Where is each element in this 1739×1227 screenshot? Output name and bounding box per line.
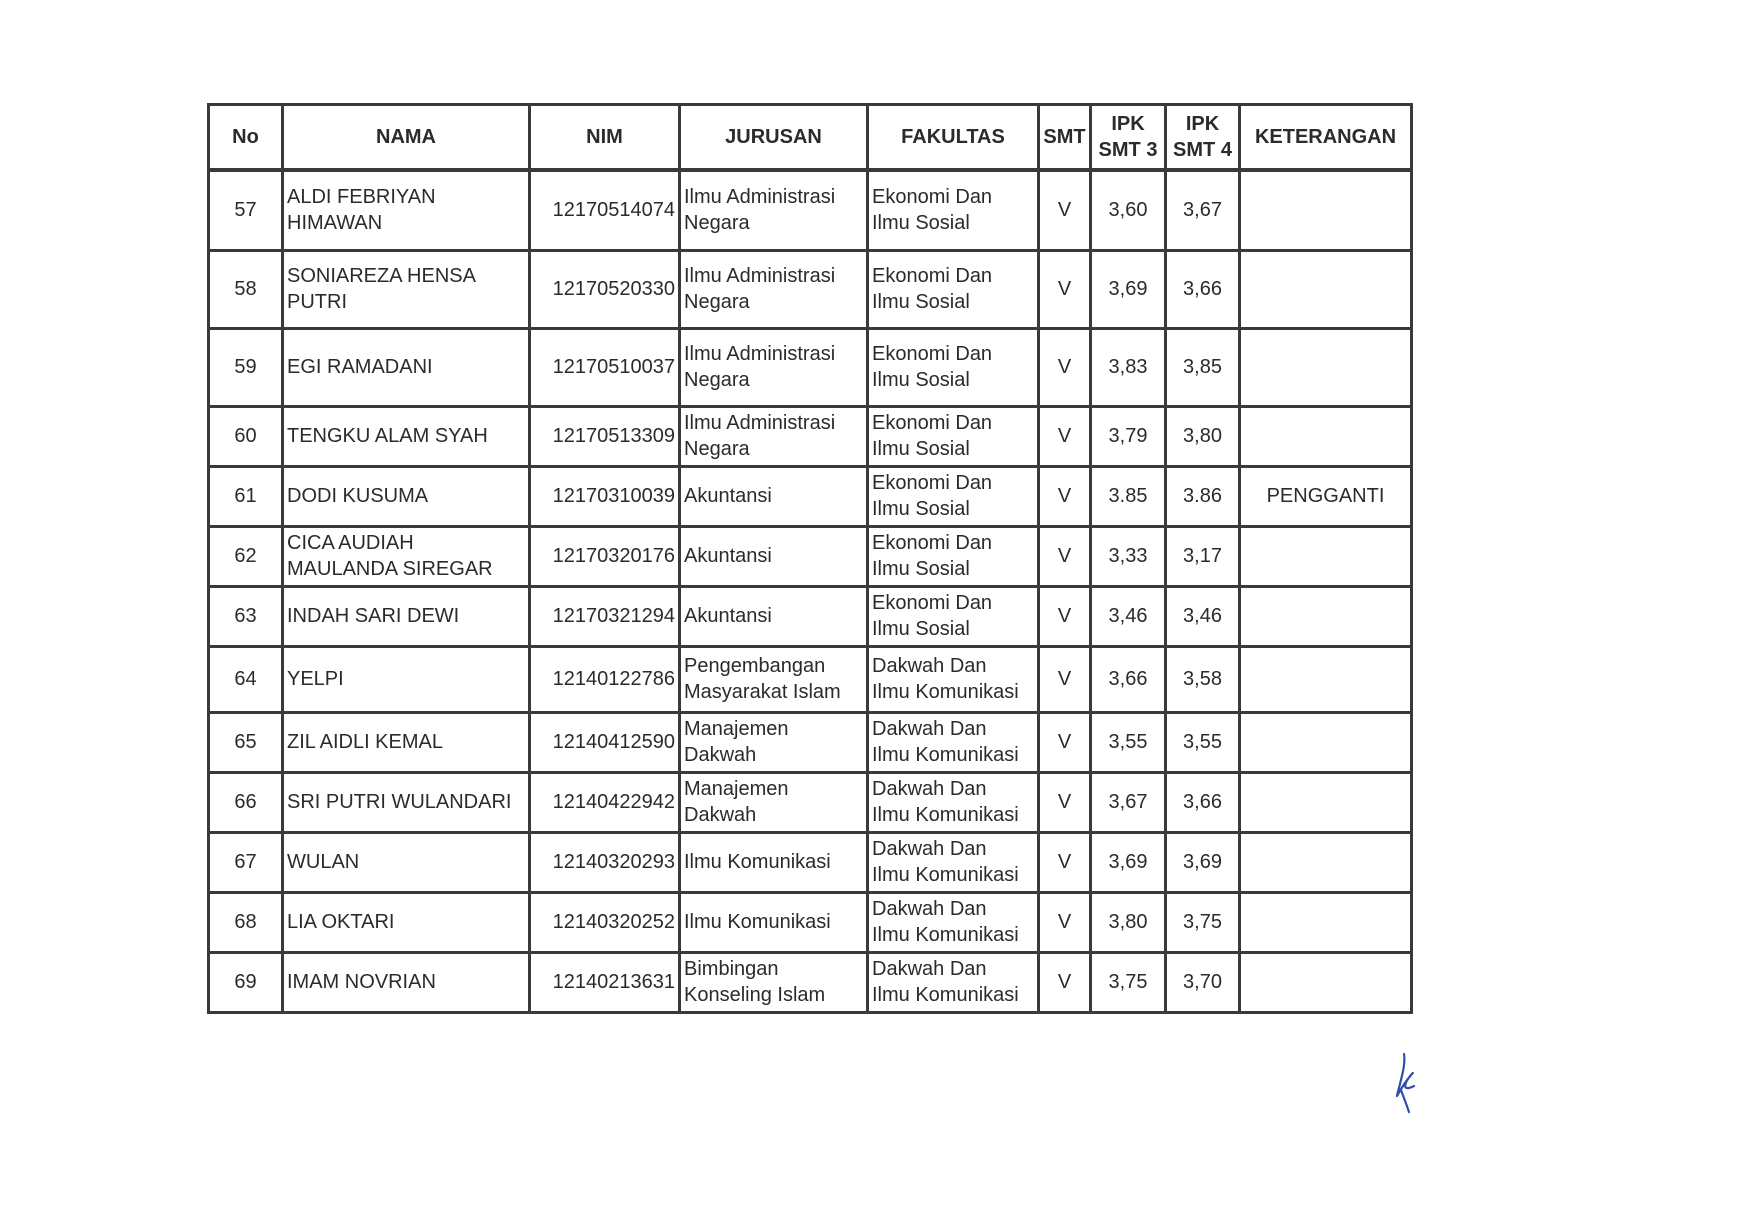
cell-fakultas-line: Ilmu Sosial bbox=[872, 369, 970, 391]
cell-nama bbox=[283, 406, 530, 466]
cell-fakultas bbox=[868, 586, 1039, 646]
cell-nama bbox=[283, 772, 530, 832]
cell-jurusan-line: Dakwah bbox=[684, 744, 757, 766]
cell-ipk-smt3: 3,69 bbox=[1091, 832, 1166, 892]
cell-jurusan-line: Akuntansi bbox=[684, 605, 772, 627]
cell-ipk-smt3: 3,67 bbox=[1091, 772, 1166, 832]
cell-ipk-smt3: 3,75 bbox=[1091, 952, 1166, 1012]
cell-jurusan bbox=[680, 646, 868, 712]
cell-smt: V bbox=[1039, 712, 1091, 772]
header-ipk-smt4 bbox=[1166, 105, 1240, 171]
cell-jurusan bbox=[680, 832, 868, 892]
cell-nama-line: DODI KUSUMA bbox=[287, 485, 429, 507]
cell-nama bbox=[283, 526, 530, 586]
table-row bbox=[209, 712, 1412, 772]
cell-nim: 12170513309 bbox=[530, 406, 680, 466]
cell-ipk-smt4: 3,70 bbox=[1166, 952, 1240, 1012]
cell-no: 57 bbox=[209, 170, 283, 250]
cell-nama-line: CICA AUDIAH bbox=[287, 532, 414, 554]
cell-nama bbox=[283, 586, 530, 646]
cell-ipk-smt3: 3,83 bbox=[1091, 328, 1166, 406]
cell-jurusan-line: Ilmu Administrasi bbox=[684, 186, 836, 209]
cell-jurusan-line: Manajemen bbox=[684, 778, 789, 800]
document-page bbox=[207, 103, 1413, 1014]
cell-fakultas-line: Ekonomi Dan bbox=[872, 532, 993, 554]
cell-fakultas bbox=[868, 328, 1039, 406]
cell-nama bbox=[283, 466, 530, 526]
cell-no: 58 bbox=[209, 250, 283, 328]
cell-fakultas-line: Ilmu Sosial bbox=[872, 558, 970, 580]
cell-ipk-smt4: 3,75 bbox=[1166, 892, 1240, 952]
cell-smt: V bbox=[1039, 170, 1091, 250]
cell-keterangan bbox=[1240, 832, 1412, 892]
cell-no: 63 bbox=[209, 586, 283, 646]
cell-smt: V bbox=[1039, 952, 1091, 1012]
cell-fakultas bbox=[868, 892, 1039, 952]
cell-nama-line: MAULANDA SIREGAR bbox=[287, 558, 493, 580]
cell-keterangan bbox=[1240, 406, 1412, 466]
cell-nama bbox=[283, 892, 530, 952]
header-smt: SMT bbox=[1039, 105, 1091, 171]
header-ipk-smt4-line2: SMT 4 bbox=[1173, 139, 1232, 161]
cell-no: 62 bbox=[209, 526, 283, 586]
cell-fakultas-line: Ilmu Komunikasi bbox=[872, 864, 1019, 886]
cell-smt: V bbox=[1039, 586, 1091, 646]
cell-keterangan bbox=[1240, 586, 1412, 646]
cell-ipk-smt4: 3,67 bbox=[1166, 170, 1240, 250]
cell-jurusan-line: Akuntansi bbox=[684, 545, 772, 567]
cell-keterangan bbox=[1240, 328, 1412, 406]
cell-nama bbox=[283, 250, 530, 328]
cell-fakultas-line: Ekonomi Dan bbox=[872, 472, 993, 494]
cell-nama-line: EGI RAMADANI bbox=[287, 356, 433, 378]
cell-ipk-smt3: 3,66 bbox=[1091, 646, 1166, 712]
cell-ipk-smt4: 3,80 bbox=[1166, 406, 1240, 466]
table-row bbox=[209, 832, 1412, 892]
cell-no: 64 bbox=[209, 646, 283, 712]
cell-jurusan-line: Ilmu Administrasi bbox=[684, 265, 836, 287]
cell-nim: 12140422942 bbox=[530, 772, 680, 832]
cell-no: 69 bbox=[209, 952, 283, 1012]
cell-fakultas-line: Ilmu Sosial bbox=[872, 212, 970, 235]
cell-keterangan bbox=[1240, 772, 1412, 832]
cell-fakultas-line: Dakwah Dan bbox=[872, 655, 987, 677]
cell-fakultas-line: Ilmu Sosial bbox=[872, 291, 970, 313]
cell-no: 65 bbox=[209, 712, 283, 772]
cell-nama bbox=[283, 832, 530, 892]
header-nim: NIM bbox=[530, 105, 680, 171]
cell-nama-line: YELPI bbox=[287, 668, 344, 690]
cell-jurusan-line: Negara bbox=[684, 438, 750, 460]
cell-fakultas-line: Ekonomi Dan bbox=[872, 343, 993, 365]
cell-fakultas-line: Dakwah Dan bbox=[872, 838, 987, 860]
cell-keterangan bbox=[1240, 250, 1412, 328]
cell-fakultas bbox=[868, 406, 1039, 466]
cell-jurusan bbox=[680, 712, 868, 772]
cell-fakultas bbox=[868, 526, 1039, 586]
cell-ipk-smt3: 3,46 bbox=[1091, 586, 1166, 646]
header-row bbox=[209, 105, 1412, 171]
table-header bbox=[209, 105, 1412, 171]
cell-fakultas-line: Dakwah Dan bbox=[872, 718, 987, 740]
cell-jurusan-line: Konseling Islam bbox=[684, 984, 826, 1006]
cell-fakultas-line: Ilmu Komunikasi bbox=[872, 804, 1019, 826]
student-table bbox=[207, 103, 1413, 1014]
cell-jurusan-line: Negara bbox=[684, 369, 750, 391]
cell-fakultas-line: Ilmu Sosial bbox=[872, 498, 970, 520]
cell-nim: 12140412590 bbox=[530, 712, 680, 772]
cell-ipk-smt4: 3,46 bbox=[1166, 586, 1240, 646]
cell-nama-line: PUTRI bbox=[287, 291, 347, 313]
table-row bbox=[209, 250, 1412, 328]
table-row bbox=[209, 170, 1412, 250]
cell-fakultas-line: Dakwah Dan bbox=[872, 958, 987, 980]
header-ipk-smt3-line1: IPK bbox=[1111, 113, 1145, 135]
cell-jurusan-line: Ilmu Administrasi bbox=[684, 412, 836, 434]
cell-nim: 12170520330 bbox=[530, 250, 680, 328]
cell-fakultas bbox=[868, 250, 1039, 328]
cell-nim: 12170310039 bbox=[530, 466, 680, 526]
cell-nama-line: LIA OKTARI bbox=[287, 911, 395, 933]
cell-nim: 12170510037 bbox=[530, 328, 680, 406]
cell-jurusan-line: Manajemen bbox=[684, 718, 789, 740]
cell-jurusan bbox=[680, 406, 868, 466]
cell-no: 66 bbox=[209, 772, 283, 832]
header-jurusan: JURUSAN bbox=[680, 105, 868, 171]
header-ipk-smt3-line2: SMT 3 bbox=[1098, 139, 1158, 161]
cell-no: 59 bbox=[209, 328, 283, 406]
cell-no: 68 bbox=[209, 892, 283, 952]
cell-jurusan-line: Masyarakat Islam bbox=[684, 681, 841, 703]
cell-ipk-smt3: 3,79 bbox=[1091, 406, 1166, 466]
cell-jurusan bbox=[680, 526, 868, 586]
table-row bbox=[209, 406, 1412, 466]
header-nama: NAMA bbox=[283, 105, 530, 171]
cell-fakultas-line: Dakwah Dan bbox=[872, 898, 987, 920]
cell-jurusan bbox=[680, 250, 868, 328]
cell-fakultas-line: Ilmu Komunikasi bbox=[872, 681, 1019, 703]
cell-jurusan bbox=[680, 170, 868, 250]
cell-ipk-smt3: 3,33 bbox=[1091, 526, 1166, 586]
table-row bbox=[209, 526, 1412, 586]
cell-nama-line: HIMAWAN bbox=[287, 212, 383, 235]
cell-ipk-smt4: 3,85 bbox=[1166, 328, 1240, 406]
cell-nama-line: WULAN bbox=[287, 851, 360, 873]
cell-jurusan bbox=[680, 586, 868, 646]
cell-jurusan bbox=[680, 772, 868, 832]
cell-fakultas bbox=[868, 712, 1039, 772]
cell-nim: 12170321294 bbox=[530, 586, 680, 646]
cell-nim: 12140320293 bbox=[530, 832, 680, 892]
cell-smt: V bbox=[1039, 328, 1091, 406]
cell-jurusan-line: Ilmu Administrasi bbox=[684, 343, 836, 365]
cell-nama-line: IMAM NOVRIAN bbox=[287, 971, 436, 993]
cell-nama-line: SRI PUTRI WULANDARI bbox=[287, 791, 512, 813]
cell-keterangan bbox=[1240, 952, 1412, 1012]
cell-nama-line: TENGKU ALAM SYAH bbox=[287, 425, 488, 447]
cell-keterangan bbox=[1240, 892, 1412, 952]
cell-nama-line: SONIAREZA HENSA bbox=[287, 265, 476, 287]
cell-fakultas bbox=[868, 646, 1039, 712]
cell-ipk-smt3: 3,55 bbox=[1091, 712, 1166, 772]
cell-smt: V bbox=[1039, 406, 1091, 466]
cell-jurusan-line: Negara bbox=[684, 212, 750, 235]
cell-jurusan-line: Ilmu Komunikasi bbox=[684, 911, 831, 933]
cell-jurusan-line: Negara bbox=[684, 291, 750, 313]
cell-ipk-smt3: 3,80 bbox=[1091, 892, 1166, 952]
cell-fakultas-line: Ilmu Komunikasi bbox=[872, 924, 1019, 946]
cell-no: 61 bbox=[209, 466, 283, 526]
cell-nim: 12140320252 bbox=[530, 892, 680, 952]
cell-nama bbox=[283, 646, 530, 712]
table-body bbox=[209, 170, 1412, 1012]
cell-fakultas-line: Ekonomi Dan bbox=[872, 265, 993, 287]
cell-ipk-smt4: 3,66 bbox=[1166, 250, 1240, 328]
cell-ipk-smt4: 3.86 bbox=[1166, 466, 1240, 526]
cell-jurusan bbox=[680, 952, 868, 1012]
cell-nama bbox=[283, 712, 530, 772]
cell-nama bbox=[283, 328, 530, 406]
cell-fakultas-line: Ilmu Sosial bbox=[872, 438, 970, 460]
signature-initial bbox=[1388, 1052, 1428, 1114]
cell-ipk-smt4: 3,66 bbox=[1166, 772, 1240, 832]
cell-jurusan bbox=[680, 466, 868, 526]
cell-nama bbox=[283, 170, 530, 250]
cell-keterangan bbox=[1240, 526, 1412, 586]
header-no: No bbox=[209, 105, 283, 171]
cell-keterangan: PENGGANTI bbox=[1240, 466, 1412, 526]
cell-nim: 12170320176 bbox=[530, 526, 680, 586]
cell-fakultas-line: Ekonomi Dan bbox=[872, 412, 993, 434]
cell-ipk-smt4: 3,69 bbox=[1166, 832, 1240, 892]
cell-no: 67 bbox=[209, 832, 283, 892]
cell-jurusan-line: Pengembangan bbox=[684, 655, 826, 677]
cell-fakultas-line: Dakwah Dan bbox=[872, 778, 987, 800]
cell-ipk-smt3: 3,69 bbox=[1091, 250, 1166, 328]
cell-fakultas bbox=[868, 170, 1039, 250]
cell-ipk-smt4: 3,17 bbox=[1166, 526, 1240, 586]
cell-keterangan bbox=[1240, 170, 1412, 250]
cell-fakultas-line: Ekonomi Dan bbox=[872, 186, 993, 209]
cell-fakultas-line: Ekonomi Dan bbox=[872, 592, 993, 614]
cell-smt: V bbox=[1039, 250, 1091, 328]
cell-no: 60 bbox=[209, 406, 283, 466]
cell-jurusan bbox=[680, 892, 868, 952]
cell-fakultas bbox=[868, 466, 1039, 526]
cell-fakultas bbox=[868, 952, 1039, 1012]
cell-fakultas-line: Ilmu Komunikasi bbox=[872, 744, 1019, 766]
cell-smt: V bbox=[1039, 892, 1091, 952]
cell-smt: V bbox=[1039, 832, 1091, 892]
cell-jurusan bbox=[680, 328, 868, 406]
cell-keterangan bbox=[1240, 712, 1412, 772]
cell-fakultas-line: Ilmu Komunikasi bbox=[872, 984, 1019, 1006]
cell-keterangan bbox=[1240, 646, 1412, 712]
header-fakultas: FAKULTAS bbox=[868, 105, 1039, 171]
cell-smt: V bbox=[1039, 466, 1091, 526]
table-row bbox=[209, 772, 1412, 832]
cell-smt: V bbox=[1039, 646, 1091, 712]
cell-ipk-smt4: 3,58 bbox=[1166, 646, 1240, 712]
cell-fakultas-line: Ilmu Sosial bbox=[872, 618, 970, 640]
header-ipk-smt4-line1: IPK bbox=[1185, 113, 1220, 135]
table-row bbox=[209, 586, 1412, 646]
table-row bbox=[209, 328, 1412, 406]
table-row bbox=[209, 892, 1412, 952]
cell-nama-line: ZIL AIDLI KEMAL bbox=[287, 731, 443, 753]
cell-smt: V bbox=[1039, 772, 1091, 832]
cell-jurusan-line: Dakwah bbox=[684, 804, 757, 826]
table-row bbox=[209, 952, 1412, 1012]
cell-ipk-smt3: 3,60 bbox=[1091, 170, 1166, 250]
cell-jurusan-line: Ilmu Komunikasi bbox=[684, 851, 831, 873]
cell-nama-line: ALDI FEBRIYAN bbox=[287, 186, 436, 209]
cell-nama bbox=[283, 952, 530, 1012]
table-row bbox=[209, 466, 1412, 526]
cell-smt: V bbox=[1039, 526, 1091, 586]
cell-jurusan-line: Akuntansi bbox=[684, 485, 772, 507]
cell-nim: 12140213631 bbox=[530, 952, 680, 1012]
header-keterangan: KETERANGAN bbox=[1240, 105, 1412, 171]
cell-fakultas bbox=[868, 832, 1039, 892]
cell-fakultas bbox=[868, 772, 1039, 832]
cell-nim: 12170514074 bbox=[530, 170, 680, 250]
cell-ipk-smt4: 3,55 bbox=[1166, 712, 1240, 772]
cell-nama-line: INDAH SARI DEWI bbox=[287, 605, 460, 627]
cell-jurusan-line: Bimbingan bbox=[684, 958, 779, 980]
header-ipk-smt3 bbox=[1091, 105, 1166, 171]
cell-ipk-smt3: 3.85 bbox=[1091, 466, 1166, 526]
cell-nim: 12140122786 bbox=[530, 646, 680, 712]
table-row bbox=[209, 646, 1412, 712]
